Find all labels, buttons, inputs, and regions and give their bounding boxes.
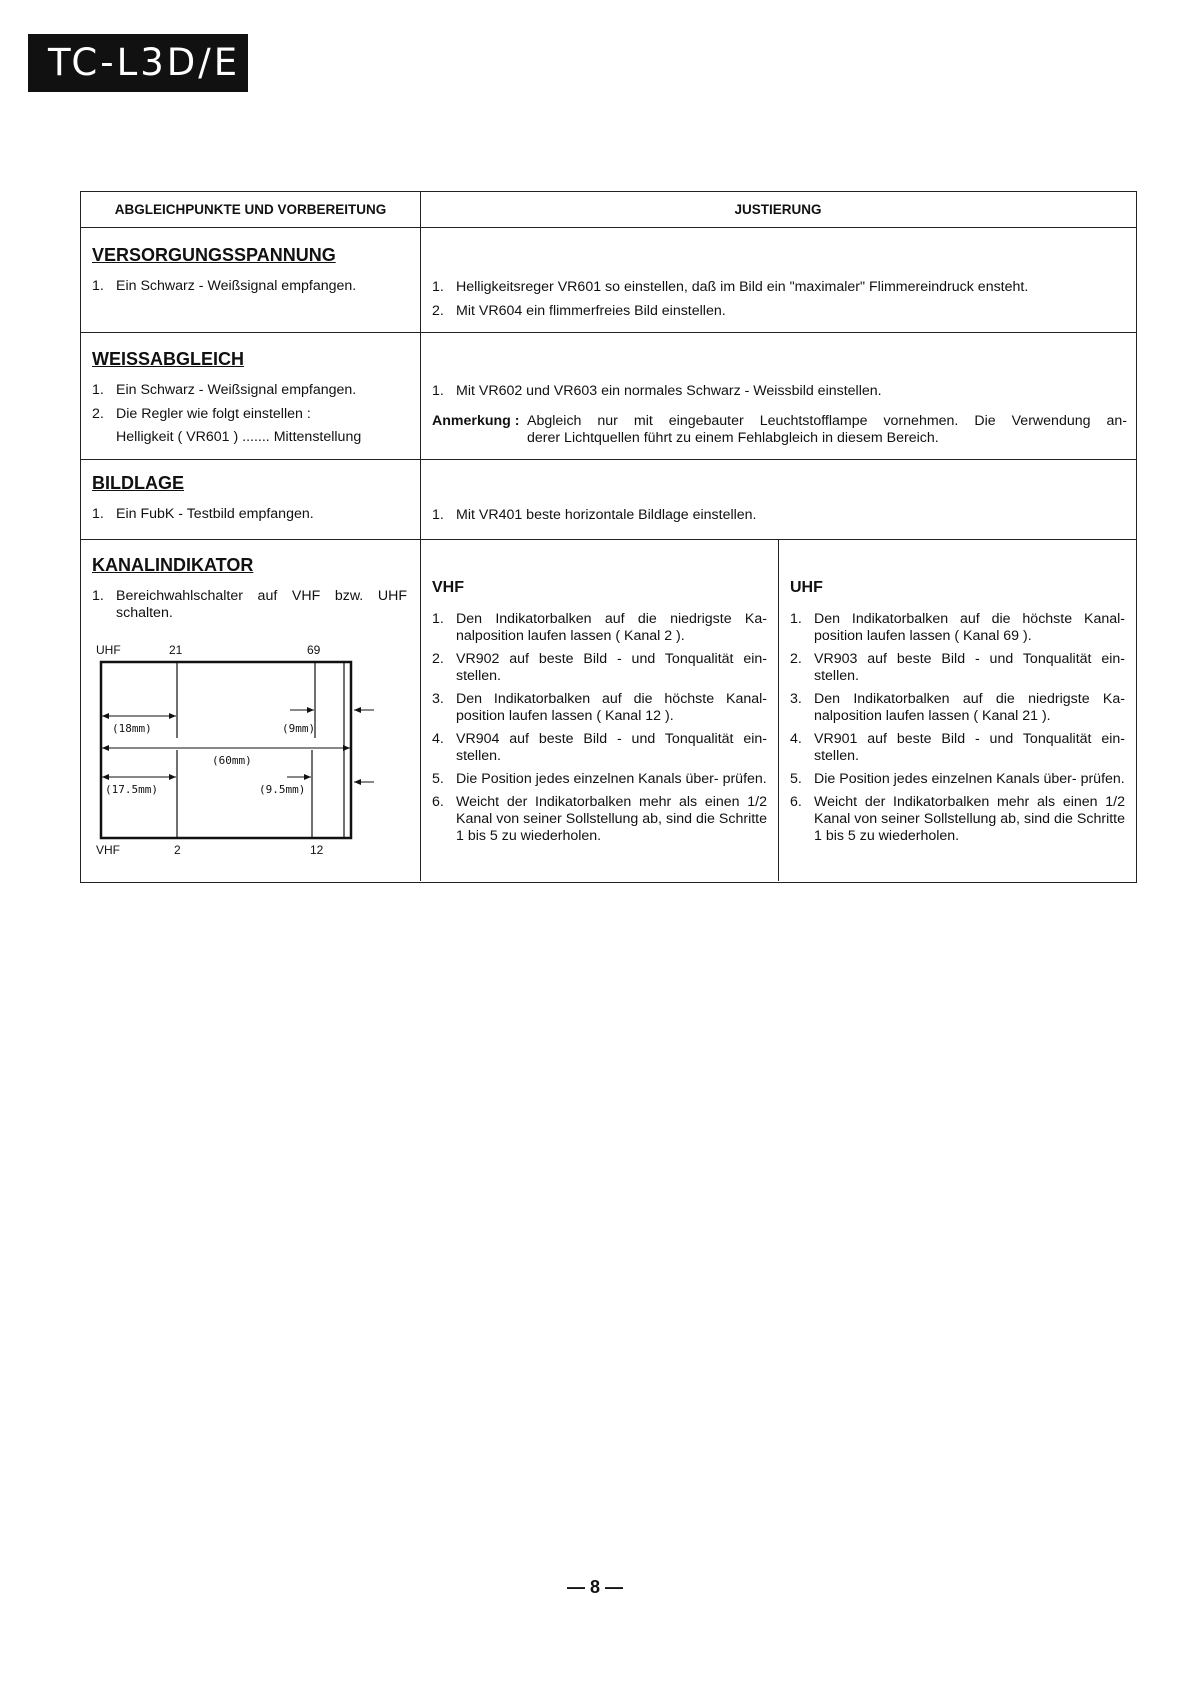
step-item: 1. Mit VR401 beste horizontale Bildlage einstellen. bbox=[432, 507, 757, 523]
diagram-label-2: 2 bbox=[174, 843, 181, 857]
list-item: 2. VR902 auf beste Bild - und Tonqualität ein- stellen. bbox=[432, 651, 767, 684]
diagram-label-21: 21 bbox=[169, 643, 183, 657]
dimension-label-60mm: (60mm) bbox=[212, 754, 252, 767]
diagram-label-uhf: UHF bbox=[96, 643, 121, 657]
note-text: derer Lichtquellen führt zu einem Fehlabgleich in diesem Bereich. bbox=[527, 430, 939, 446]
prep-item: 2. Die Regler wie folgt einstellen : bbox=[92, 406, 311, 422]
note-text: Abgleich nur mit eingebauter Leuchtstofflampe vornehmen. Die Verwendung an- bbox=[527, 413, 1127, 429]
section-title-versorgung: VERSORGUNGSSPANNUNG bbox=[92, 245, 336, 265]
prep-sub-item: Helligkeit ( VR601 ) ....... Mittenstellung bbox=[116, 429, 362, 445]
arrowhead bbox=[169, 713, 176, 719]
prep-item: 1. Ein FubK - Testbild empfangen. bbox=[92, 506, 314, 522]
list-item: 3. Den Indikatorbalken auf die höchste Kanal- position laufen lassen ( Kanal 12 ). bbox=[432, 691, 767, 724]
section-title-kanal: KANALINDIKATOR bbox=[92, 555, 254, 575]
list-item: 4. VR901 auf beste Bild - und Tonqualität ein- stellen. bbox=[790, 731, 1125, 764]
list-item: 3. Den Indikatorbalken auf die niedrigste Ka- nalposition laufen lassen ( Kanal 21 ). bbox=[790, 691, 1125, 724]
arrowhead bbox=[169, 774, 176, 780]
dimension-label-9-5mm: (9.5mm) bbox=[259, 783, 306, 796]
list-item: 4. VR904 auf beste Bild - und Tonqualität ein- stellen. bbox=[432, 731, 767, 764]
uhf-column-title: UHF bbox=[790, 579, 823, 596]
prep-item: 1. Bereichwahlschalter auf VHF bzw. UHF schalten. bbox=[92, 588, 407, 621]
note bbox=[432, 413, 1127, 447]
arrowhead bbox=[307, 707, 314, 713]
model-badge: TC-L3D/E bbox=[28, 34, 248, 92]
adjustment-table bbox=[80, 191, 1137, 883]
list-item: 6. Weicht der Indikatorbalken mehr als einen 1/2 Kanal von seiner Sollstellung ab, sind die Schritte 1 bis 5 zu wiederholen. bbox=[790, 794, 1125, 844]
row-divider bbox=[81, 539, 1136, 540]
arrowhead bbox=[102, 713, 109, 719]
header-right: JUSTIERUNG bbox=[734, 202, 822, 217]
arrowhead bbox=[343, 745, 350, 751]
list-item: 1. Den Indikatorbalken auf die höchste Kanal- position laufen lassen ( Kanal 69 ). bbox=[790, 611, 1125, 644]
diagram-frame bbox=[101, 662, 351, 838]
channel-indicator-diagram bbox=[96, 640, 386, 860]
step-item: 1. Mit VR602 und VR603 ein normales Schwarz - Weissbild einstellen. bbox=[432, 383, 882, 399]
dimension-label-9mm: (9mm) bbox=[282, 722, 316, 735]
list-item: 6. Weicht der Indikatorbalken mehr als einen 1/2 Kanal von seiner Sollstellung ab, sind die Schritte 1 bis 5 zu wiederholen. bbox=[432, 794, 767, 844]
step-item: 1. Helligkeitsreger VR601 so einstellen, daß im Bild ein "maximaler" Flimmereindruck ensteht. bbox=[432, 279, 1029, 295]
prep-item: 1. Ein Schwarz - Weißsignal empfangen. bbox=[92, 382, 357, 398]
list-item: 2. VR903 auf beste Bild - und Tonqualität ein- stellen. bbox=[790, 651, 1125, 684]
section-title-bildlage: BILDLAGE bbox=[92, 473, 184, 493]
arrowhead bbox=[304, 774, 311, 780]
vhf-column-title: VHF bbox=[432, 579, 464, 596]
header-divider bbox=[81, 227, 1136, 228]
row-divider bbox=[81, 459, 1136, 460]
note-label: Anmerkung : bbox=[432, 413, 520, 429]
dimension-label-18mm: (18mm) bbox=[112, 722, 152, 735]
column-divider bbox=[778, 539, 779, 881]
uhf-step-list bbox=[790, 611, 1125, 851]
header-left: ABGLEICHPUNKTE UND VORBEREITUNG bbox=[114, 202, 387, 217]
section-title-weiss: WEISSABGLEICH bbox=[92, 349, 245, 369]
arrowhead bbox=[354, 707, 361, 713]
arrowhead bbox=[102, 745, 109, 751]
step-item: 2. Mit VR604 ein flimmerfreies Bild einstellen. bbox=[432, 303, 726, 319]
arrowhead bbox=[354, 779, 361, 785]
column-divider bbox=[420, 192, 421, 881]
dimension-label-17-5mm: (17.5mm) bbox=[105, 783, 158, 796]
list-item: 1. Den Indikatorbalken auf die niedrigste Ka- nalposition laufen lassen ( Kanal 2 ). bbox=[432, 611, 767, 644]
list-item: 5. Die Position jedes einzelnen Kanals über- prüfen. bbox=[432, 771, 767, 787]
diagram-label-vhf: VHF bbox=[96, 843, 120, 857]
diagram-label-12: 12 bbox=[310, 843, 324, 857]
vhf-step-list bbox=[432, 611, 767, 851]
page-number: — 8 — bbox=[566, 1577, 623, 1597]
arrowhead bbox=[102, 774, 109, 780]
row-divider bbox=[81, 332, 1136, 333]
prep-item: 1. Ein Schwarz - Weißsignal empfangen. bbox=[92, 278, 357, 294]
diagram-label-69: 69 bbox=[307, 643, 321, 657]
list-item: 5. Die Position jedes einzelnen Kanals über- prüfen. bbox=[790, 771, 1125, 787]
